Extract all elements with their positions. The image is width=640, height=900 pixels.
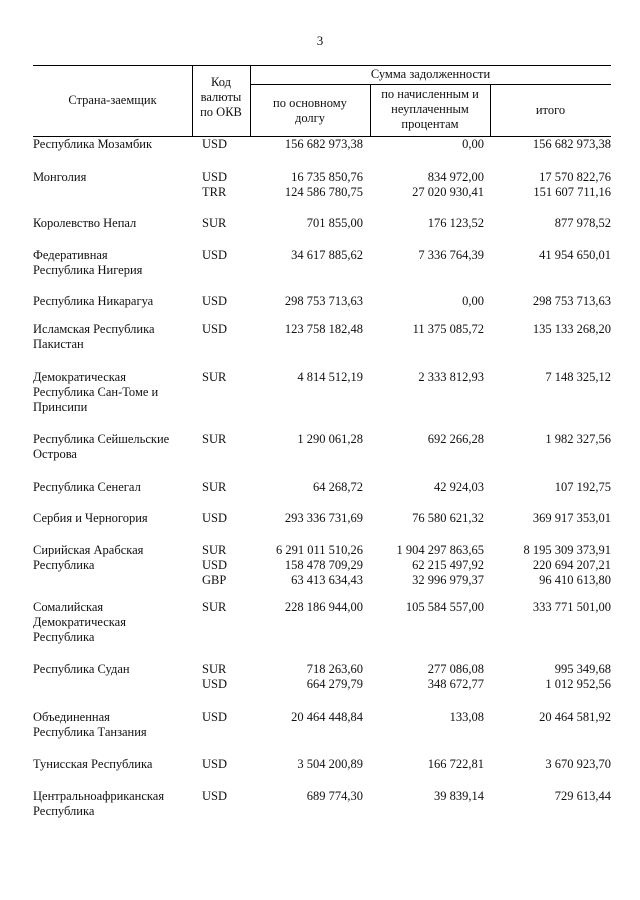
- interest-amount: 0,00: [462, 294, 484, 308]
- country-name: Демократическая Республика Сан-Томе и Принсипи: [33, 370, 159, 414]
- principal-amount: 123 758 182,48: [284, 322, 363, 336]
- total-amount: 877 978,52: [554, 216, 611, 230]
- country-name: Исламская Республика Пакистан: [33, 322, 155, 351]
- currency-code: USD: [202, 710, 228, 724]
- interest-amount: 11 375 085,72: [412, 322, 484, 336]
- currency-code: USD: [202, 511, 228, 525]
- currency-code: USD: [202, 294, 228, 308]
- currency-code: SUR USD GBP: [202, 543, 228, 587]
- principal-amount: 34 617 885,62: [291, 248, 363, 262]
- currency-code: USD: [202, 248, 228, 262]
- country-name: Сомалийская Демократическая Республика: [33, 600, 126, 644]
- country-name: Республика Мозамбик: [33, 137, 153, 151]
- principal-amount: 1 290 061,28: [297, 432, 363, 446]
- total-amount: 333 771 501,00: [532, 600, 611, 614]
- principal-amount: 293 336 731,69: [284, 511, 363, 525]
- interest-amount: 176 123,52: [427, 216, 484, 230]
- total-amount: 298 753 713,63: [532, 294, 611, 308]
- header-debt-sum: Сумма задолженности: [370, 67, 491, 81]
- currency-code: USD: [202, 757, 228, 771]
- interest-amount: 39 839,14: [434, 789, 484, 803]
- principal-amount: 228 186 944,00: [284, 600, 363, 614]
- country-name: Республика Судан: [33, 662, 130, 676]
- principal-amount: 156 682 973,38: [284, 137, 363, 151]
- interest-amount: 76 580 621,32: [412, 511, 484, 525]
- currency-code: SUR: [202, 480, 227, 494]
- total-amount: 107 192,75: [554, 480, 611, 494]
- country-name: Сербия и Черногория: [33, 511, 148, 525]
- principal-amount: 701 855,00: [306, 216, 363, 230]
- currency-code: SUR USD: [202, 662, 228, 691]
- country-name: Республика Сенегал: [33, 480, 141, 494]
- principal-amount: 4 814 512,19: [297, 370, 363, 384]
- total-amount: 729 613,44: [554, 789, 611, 803]
- principal-amount: 20 464 448,84: [291, 710, 363, 724]
- country-name: Республика Сейшельские Острова: [33, 432, 170, 461]
- total-amount: 995 349,68 1 012 952,56: [545, 662, 611, 691]
- currency-code: USD: [202, 789, 228, 803]
- principal-amount: 64 268,72: [313, 480, 363, 494]
- total-amount: 135 133 268,20: [532, 322, 611, 336]
- currency-code: USD: [202, 322, 228, 336]
- currency-code: SUR: [202, 432, 227, 446]
- header-interest: по начисленным и неуплаченным процентам: [381, 87, 479, 131]
- interest-amount: 692 266,28: [427, 432, 484, 446]
- interest-amount: 133,08: [449, 710, 484, 724]
- interest-amount: 1 904 297 863,65 62 215 497,92 32 996 979,37: [396, 543, 484, 587]
- interest-amount: 2 333 812,93: [418, 370, 484, 384]
- header-country: Страна-заемщик: [68, 93, 157, 107]
- country-name: Тунисская Республика: [33, 757, 153, 771]
- interest-amount: 105 584 557,00: [405, 600, 484, 614]
- total-amount: 3 670 923,70: [545, 757, 611, 771]
- interest-amount: 7 336 764,39: [418, 248, 484, 262]
- interest-amount: 42 924,03: [434, 480, 484, 494]
- currency-code: USD TRR: [202, 170, 228, 199]
- principal-amount: 718 263,60 664 279,79: [306, 662, 363, 691]
- header-currency-code: Код валюты по ОКВ: [200, 75, 242, 119]
- total-amount: 20 464 581,92: [539, 710, 611, 724]
- total-amount: 17 570 822,76 151 607 711,16: [533, 170, 611, 199]
- country-name: Монголия: [33, 170, 87, 184]
- principal-amount: 689 774,30: [306, 789, 363, 803]
- country-name: Объединенная Республика Танзания: [33, 710, 147, 739]
- interest-amount: 277 086,08 348 672,77: [427, 662, 484, 691]
- interest-amount: 0,00: [462, 137, 484, 151]
- country-name: Королевство Непал: [33, 216, 137, 230]
- total-amount: 369 917 353,01: [532, 511, 611, 525]
- principal-amount: 16 735 850,76 124 586 780,75: [284, 170, 363, 199]
- page-number: 3: [316, 33, 324, 48]
- country-name: Республика Никарагуа: [33, 294, 154, 308]
- total-amount: 7 148 325,12: [545, 370, 611, 384]
- currency-code: SUR: [202, 600, 227, 614]
- currency-code: SUR: [202, 216, 227, 230]
- header-principal: по основному долгу: [273, 96, 347, 125]
- total-amount: 156 682 973,38: [532, 137, 611, 151]
- principal-amount: 6 291 011 510,26 158 478 709,29 63 413 634,43: [275, 543, 363, 587]
- total-amount: 41 954 650,01: [539, 248, 611, 262]
- total-amount: 1 982 327,56: [545, 432, 611, 446]
- interest-amount: 166 722,81: [427, 757, 484, 771]
- principal-amount: 298 753 713,63: [284, 294, 363, 308]
- country-name: Сирийская Арабская Республика: [33, 543, 144, 572]
- total-amount: 8 195 309 373,91 220 694 207,21 96 410 613,80: [523, 543, 611, 587]
- interest-amount: 834 972,00 27 020 930,41: [412, 170, 484, 199]
- header-total: итого: [535, 103, 566, 117]
- principal-amount: 3 504 200,89: [297, 757, 363, 771]
- currency-code: SUR: [202, 370, 227, 384]
- currency-code: USD: [202, 137, 228, 151]
- country-name: Центральноафриканская Республика: [33, 789, 165, 818]
- country-name: Федеративная Республика Нигерия: [33, 248, 143, 277]
